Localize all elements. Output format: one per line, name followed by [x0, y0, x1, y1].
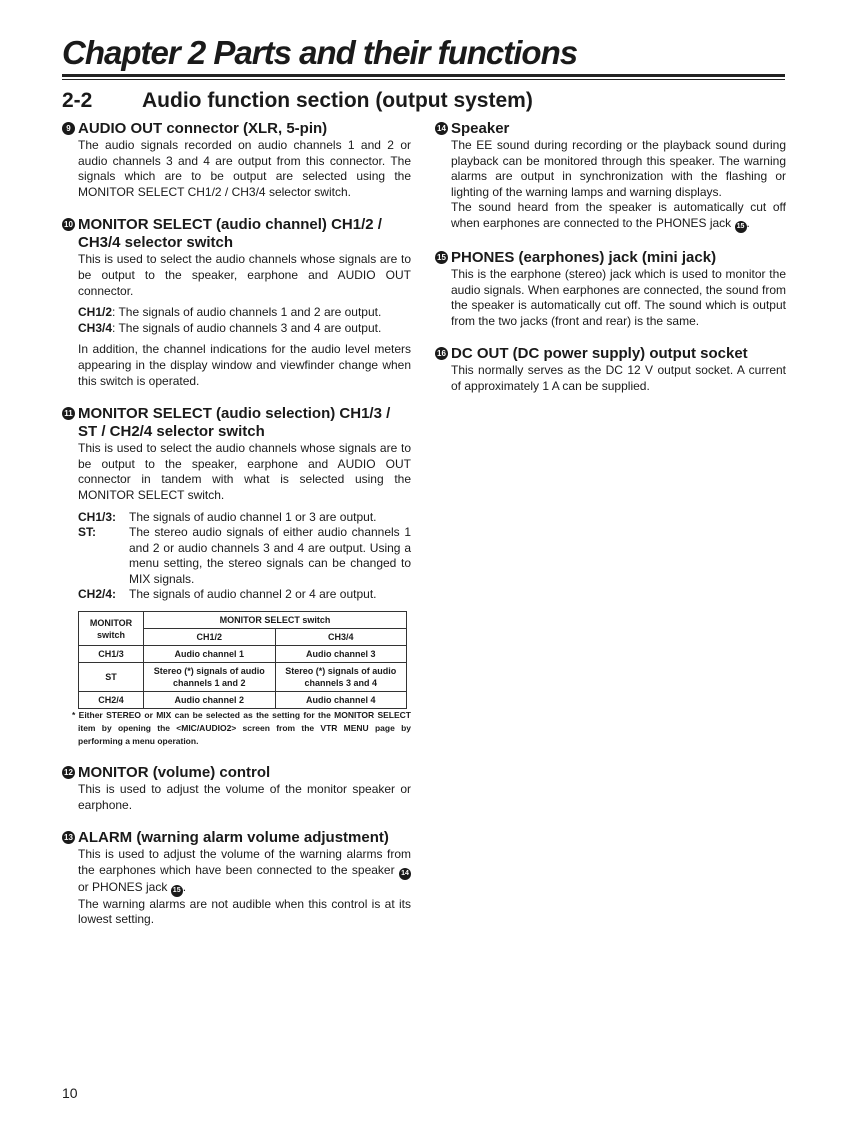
item-title-line2: CH3/4 selector switch [78, 234, 234, 252]
table-cell: Audio channel 4 [275, 692, 407, 709]
table-corner-header: MONITOR switch [79, 612, 144, 646]
item-text-2 [451, 200, 786, 233]
section-heading [62, 89, 533, 113]
table-row [79, 663, 407, 692]
title-rule-thin [62, 79, 785, 80]
item-title [78, 405, 390, 441]
definition-term: CH3/4 [78, 320, 113, 335]
definition-term: CH2/4: [78, 587, 117, 602]
item-audio-out [62, 120, 411, 200]
table-cell: Audio channel 3 [275, 646, 407, 663]
item-dc-out [435, 345, 786, 394]
definition-row [78, 525, 411, 587]
table-row-label: ST [79, 663, 144, 692]
item-number-badge: 11 [62, 407, 75, 420]
item-text-part: . [182, 879, 187, 894]
item-alarm [62, 829, 411, 928]
item-text-part: The sound heard from the speaker is automatically cut off when earphones are connected to the PHONES jack [451, 200, 786, 230]
table-cell: Audio channel 1 [144, 646, 276, 663]
definition-row [78, 305, 411, 321]
item-text-2: The warning alarms are not audible when this control is at its lowest setting. [78, 896, 411, 927]
item-title: DC OUT (DC power supply) output socket [451, 345, 748, 363]
item-number-badge: 12 [62, 766, 75, 779]
table-row [79, 692, 407, 709]
item-speaker [435, 120, 786, 233]
item-monitor-select-selection [62, 405, 411, 748]
definition-term: CH1/3: [78, 509, 117, 524]
item-title-line1: MONITOR SELECT (audio channel) CH1/2 / [78, 216, 382, 234]
section-number: 2-2 [62, 89, 93, 112]
item-text-part: . [746, 215, 750, 230]
definition-desc: The signals of audio channel 1 or 3 are output. [129, 509, 377, 524]
reference-badge: 15 [735, 221, 747, 233]
item-text: This is used to select the audio channels whose signals are to be output to the speaker, earphone and AUDIO OUT connector in tandem with what is selected using the MONITOR SELECT switch. [78, 441, 411, 502]
definition-desc: : The signals of audio channels 3 and 4 are output. [112, 320, 382, 335]
definition-row [78, 587, 411, 603]
definition-row [78, 510, 411, 526]
item-number-badge: 16 [435, 347, 448, 360]
table-cell: Stereo (*) signals of audio channels 3 and 4 [275, 663, 407, 692]
item-text-part: This is used to adjust the volume of the warning alarms from the earphones which have been connected to the speaker [78, 847, 411, 877]
item-monitor-volume [62, 764, 411, 813]
table-col-header: CH1/2 [144, 629, 276, 646]
item-title: ALARM (warning alarm volume adjustment) [78, 829, 389, 847]
table-row-label: CH1/3 [79, 646, 144, 663]
item-text: This normally serves as the DC 12 V output socket. A current of approximately 1 A can be supplied. [451, 363, 786, 393]
table-row-label: CH2/4 [79, 692, 144, 709]
item-text: The EE sound during recording or the playback sound during playback can be monitored through this speaker. The warning alarms are output in synchronization with the flashing or lighting of the warning lamps and warning displays. [451, 138, 786, 199]
table-cell: Stereo (*) signals of audio channels 1 and 2 [144, 663, 276, 692]
item-monitor-select-channel [62, 216, 411, 389]
item-title [78, 216, 382, 252]
definition-term: CH1/2 [78, 305, 113, 320]
chapter-title: Chapter 2 Parts and their functions [62, 34, 578, 71]
item-number-badge: 10 [62, 218, 75, 231]
item-text [78, 847, 411, 897]
left-column [62, 120, 411, 944]
definition-row [78, 321, 411, 337]
item-number-badge: 15 [435, 251, 448, 264]
right-column [435, 120, 786, 411]
definition-desc: : The signals of audio channels 1 and 2 are output. [112, 305, 382, 320]
definition-term: ST: [78, 525, 96, 540]
table-row [79, 646, 407, 663]
item-title: PHONES (earphones) jack (mini jack) [451, 248, 717, 266]
table-col-header: CH3/4 [275, 629, 407, 646]
item-text: The audio signals recorded on audio channels 1 and 2 or audio channels 3 and 4 are output from this connector. The signals which are to be output are selected using the MONITOR SELECT CH1/2 / CH3/4 selector switch. [78, 138, 411, 199]
table-footnote: * Either STEREO or MIX can be selected as the setting for the MONITOR SELECT item by opening the <MIC/AUDIO2> screen from the VTR MENU page by performing a menu operation. [72, 710, 411, 747]
item-number-badge: 14 [435, 122, 448, 135]
definition-desc: The signals of audio channel 2 or 4 are output. [129, 587, 377, 602]
table-group-header: MONITOR SELECT switch [144, 612, 407, 629]
item-text-2: In addition, the channel indications for the audio level meters appearing in the display window and viewfinder change when this switch is operated. [78, 342, 411, 388]
item-title-line1: MONITOR SELECT (audio selection) CH1/3 / [78, 405, 391, 423]
item-title: Speaker [451, 120, 510, 137]
item-title-line2: ST / CH2/4 selector switch [78, 423, 265, 441]
item-number-badge: 13 [62, 831, 75, 844]
item-title: MONITOR (volume) control [78, 764, 271, 782]
page-number: 10 [62, 1085, 78, 1101]
title-rule-thick [62, 74, 785, 77]
reference-badge: 14 [399, 868, 411, 880]
item-text: This is used to adjust the volume of the monitor speaker or earphone. [78, 782, 411, 812]
reference-badge: 15 [171, 885, 183, 897]
item-text: This is used to select the audio channels whose signals are to be output to the speaker, earphone and AUDIO OUT connector. [78, 252, 411, 298]
section-title: Audio function section (output system) [142, 89, 533, 112]
item-text: This is the earphone (stereo) jack which is used to monitor the audio signals. When earphones are connected, the sound from the speaker is automatically cut off. The sound which is output from the two jacks (front and rear) is the same. [451, 266, 786, 328]
definition-desc: The stereo audio signals of either audio channels 1 and 2 or audio channels 3 and 4 are output. Using a menu setting, the stereo signals can be changed to MIX signals. [129, 525, 411, 586]
item-number-badge: 9 [62, 122, 75, 135]
item-text-part: or PHONES jack [78, 879, 168, 894]
monitor-select-table [78, 611, 407, 709]
table-cell: Audio channel 2 [144, 692, 276, 709]
item-phones [435, 249, 786, 329]
item-title: AUDIO OUT connector (XLR, 5-pin) [78, 120, 328, 137]
